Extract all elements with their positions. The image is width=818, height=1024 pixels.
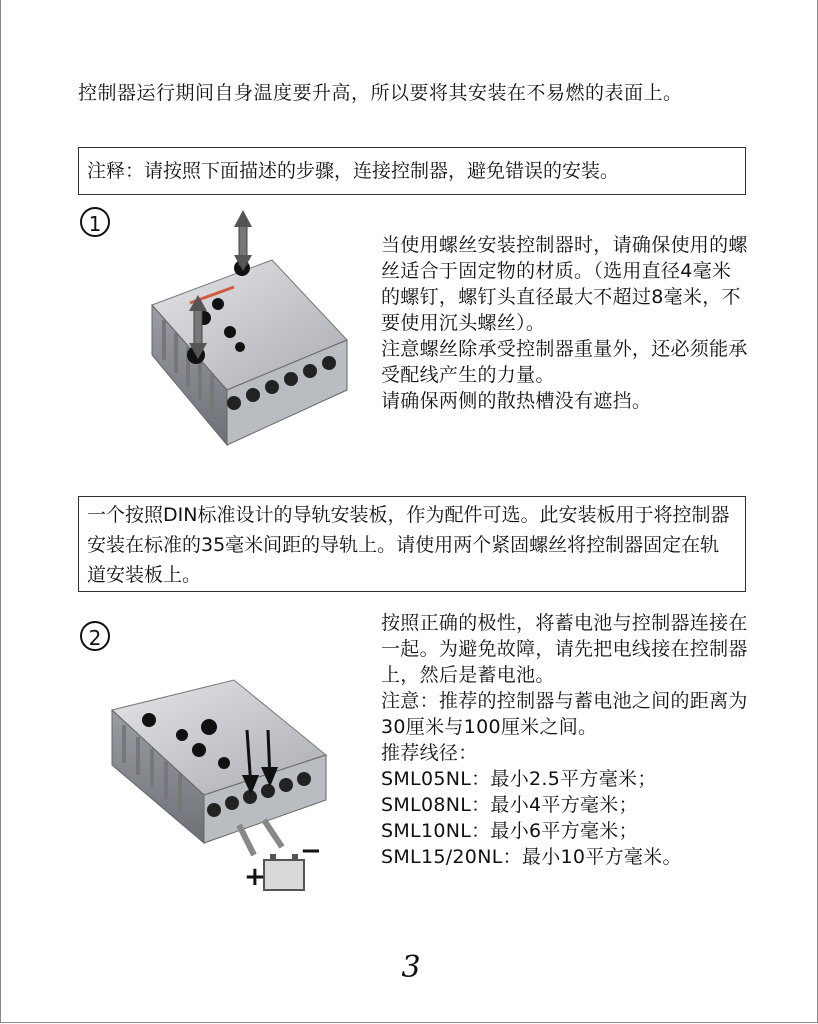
- step-2-line: 按照正确的极性，将蓄电池与控制器连接在一起。为避免故障，请先把电线接在控制器上，然后是蓄电池。: [381, 612, 748, 686]
- step-1-line: 请确保两侧的散热槽没有遮挡。: [381, 390, 652, 412]
- plus-sign: +: [244, 862, 266, 892]
- controller-screw-mount-illustration: [142, 205, 350, 460]
- step-1-instructions: [381, 232, 749, 414]
- intro-text: 控制器运行期间自身温度要升高，所以要将其安装在不易燃的表面上。: [78, 82, 683, 104]
- step-2-line: 注意：推荐的控制器与蓄电池之间的距离为30厘米与100厘米之间。: [381, 690, 748, 738]
- note-box: [78, 147, 746, 195]
- step-2-number: 2: [80, 621, 110, 651]
- step-2-line: 推荐线径：: [381, 742, 478, 764]
- step-2-line: SML10NL：最小6平方毫米；: [381, 820, 638, 842]
- step-2-line: SML05NL：最小2.5平方毫米；: [381, 768, 657, 790]
- minus-sign: −: [300, 836, 322, 866]
- page-number: 3: [401, 950, 421, 985]
- screw-arrow-icon: [234, 210, 252, 271]
- step-1-line: 注意螺丝除承受控制器重量外，还必须能承受配线产生的力量。: [381, 338, 748, 386]
- note-text: 注释：请按照下面描述的步骤，连接控制器，避免错误的安装。: [87, 160, 620, 182]
- step-2-line: SML08NL：最小4平方毫米；: [381, 794, 638, 816]
- din-rail-box: [78, 496, 746, 592]
- step-2-instructions: [381, 610, 749, 870]
- step-1-line: 当使用螺丝安装控制器时，请确保使用的螺丝适合于固定物的材质。（选用直径4毫米的螺钉，螺钉头直径最大不超过8毫米，不要使用沉头螺丝）。: [381, 234, 748, 334]
- step-1-number: 1: [80, 207, 110, 237]
- step-2-line: SML15/20NL：最小10平方毫米。: [381, 846, 682, 868]
- controller-body: [152, 260, 347, 445]
- controller-battery-wiring-illustration: [104, 675, 344, 900]
- din-rail-text: 一个按照DIN标准设计的导轨安装板，作为配件可选。此安装板用于将控制器安装在标准的35毫米间距的导轨上。请使用两个紧固螺丝将控制器固定在轨道安装板上。: [87, 504, 730, 586]
- battery-icon: [264, 854, 304, 890]
